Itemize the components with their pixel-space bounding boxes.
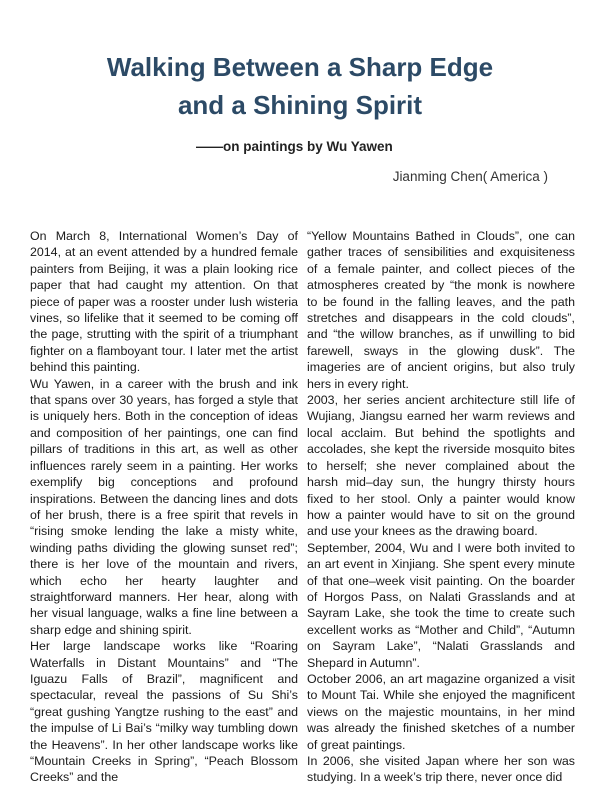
right-column (307, 228, 575, 786)
article-title (0, 48, 600, 124)
paragraph: Her large landscape works like “Roaring Waterfalls in Distant Mountains” and “The Iguazu Falls of Brazil”, magnificent and spectacular, reveal the passions of Su Shi’s “great gushing Yangtze rushing to the east” and the impulse of Li Bai’s “milky way tumbling down the Heavens”. In her other landscape works like “Mountain Creeks in Spring”, “Peach Blossom Creeks” and the (30, 639, 298, 785)
paragraph: “Yellow Mountains Bathed in Clouds”, one can gather traces of sensibilities and exquisiteness of a female painter, and collect pieces of the atmospheres created by “the monk is nowhere to be found in the falling leaves, and the path stretches and disappears in the cold clouds”, and “the willow branches, as if unwilling to bid farewell, sways in the glowing dusk”. The imageries are of ancient origins, but also truly hers in every right. (307, 229, 575, 391)
article-author: Jianming Chen( America ) (392, 169, 548, 184)
title-line-2: and a Shining Spirit (177, 90, 423, 120)
paragraph: Wu Yawen, in a career with the brush and ink that spans over 30 years, has forged a style that is uniquely hers. Both in the conception of ideas and composition of her paintings, one can find pillars of traditions in this art, as well as other influences rarely seem in a painting. Her works exemplify big conceptions and profound inspirations. Between the dancing lines and dots of her brush, there is a free spirit that revels in “rising smoke lending the lake a misty white, winding paths dividing the glowing sunset red”; there is her love of the mountain and rivers, which echo her hearty laughter and straightforward manners. Her hear, along with her visual language, walks a fine line between a sharp edge and shining spirit. (30, 376, 298, 637)
paragraph: In 2006, she visited Japan where her son was studying. In a week’s trip there, never once did (307, 754, 575, 785)
title-line-1: Walking Between a Sharp Edge (106, 52, 494, 82)
paragraph: September, 2004, Wu and I were both invited to an art event in Xinjiang. She spent every minute of that one–week visit painting. On the boarder of Horgos Pass, on Nalati Grasslands and at Sayram Lake, she took the time to create such excellent works as “Mother and Child”, “Autumn on Sayram Lake”, “Nalati Grasslands and Shepard in Autumn”. (307, 540, 575, 670)
left-column (30, 228, 298, 786)
paragraph: 2003, her series ancient architecture still life of Wujiang, Jiangsu earned her warm reviews and local acclaim. But behind the spotlights and accolades, she kept the riverside mosquito bites to herself; she never complained about the harsh mid–day sun, the hungry thirsty hours fixed to her stool. Only a painter would know how a painter would have to sit on the ground and use your knees as the drawing board. (307, 393, 575, 539)
paragraph: October 2006, an art magazine organized a visit to Mount Tai. While she enjoyed the magnificent views on the majestic mountains, in her mind was already the finished sketches of a number of great paintings. (307, 671, 575, 752)
article-subtitle: ——on paintings by Wu Yawen (196, 139, 393, 154)
paragraph: On March 8, International Women’s Day of 2014, at an event attended by a hundred female painters from Beijing, it was a plain looking rice paper that had caught my attention. On that piece of paper was a rooster under lush wisteria vines, so lifelike that it seemed to be coming off the page, strutting with the spirit of a triumphant fighter on a flamboyant tour. I later met the artist behind this painting. (30, 229, 298, 375)
